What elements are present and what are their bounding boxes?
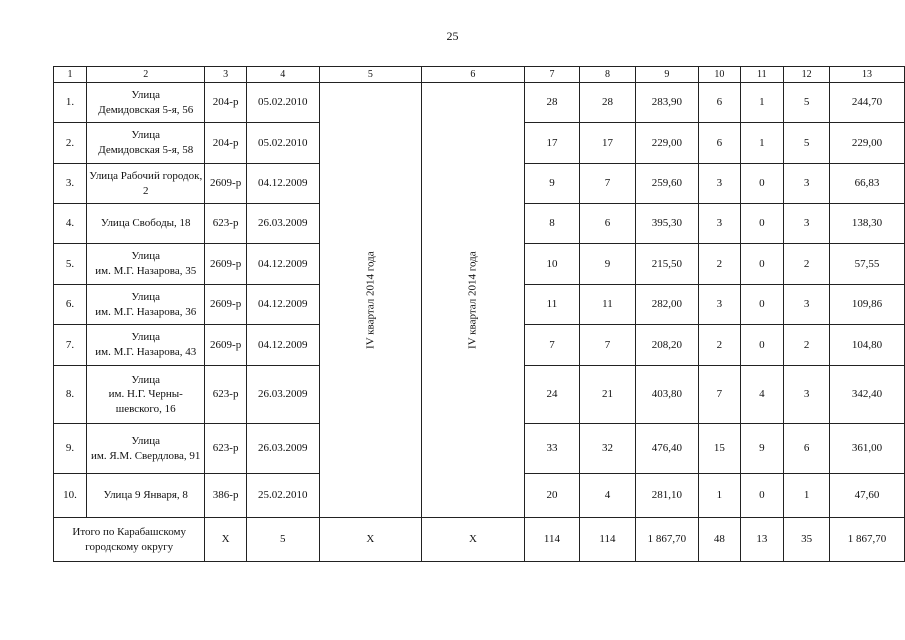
text-line: Улица	[131, 129, 161, 142]
value-cell: 24	[524, 366, 579, 424]
row-number: 2.	[54, 123, 87, 164]
text-line: 2	[142, 184, 149, 197]
document-date: 25.02.2010	[246, 474, 319, 518]
column-number: 1	[54, 67, 87, 83]
total-value: 1 867,70	[635, 518, 698, 562]
value-cell: 3	[784, 366, 830, 424]
text-line: Улица Рабочий городок,	[89, 169, 203, 182]
row-number: 3.	[54, 164, 87, 204]
total-value: 5	[246, 518, 319, 562]
document-date: 04.12.2009	[246, 244, 319, 285]
table-body	[54, 67, 905, 562]
total-value: 1 867,70	[830, 518, 905, 562]
value-cell: 104,80	[830, 325, 905, 366]
value-cell: 9	[524, 164, 579, 204]
row-number: 7.	[54, 325, 87, 366]
value-cell: 3	[699, 204, 741, 244]
value-cell: 229,00	[830, 123, 905, 164]
row-number: 9.	[54, 424, 87, 474]
document-number: 623-р	[205, 204, 247, 244]
value-cell: 21	[580, 366, 635, 424]
value-cell: 7	[699, 366, 741, 424]
value-cell: 138,30	[830, 204, 905, 244]
value-cell: 32	[580, 424, 635, 474]
value-cell: 2	[699, 325, 741, 366]
text-line: Демидовская 5-я, 58	[98, 144, 194, 156]
value-cell: 3	[784, 285, 830, 325]
value-cell: 5	[784, 83, 830, 123]
value-cell: 1	[784, 474, 830, 518]
text-line: Улица 9 Января, 8	[103, 489, 188, 502]
document-date: 04.12.2009	[246, 164, 319, 204]
text-line: им. Я.М. Свердлова, 91	[91, 449, 201, 462]
text-line: Улица	[131, 250, 161, 263]
column-number: 3	[205, 67, 247, 83]
value-cell: 2	[784, 244, 830, 285]
address-cell	[87, 474, 205, 518]
column-number: 4	[246, 67, 319, 83]
total-value: 114	[524, 518, 579, 562]
column-number-row	[54, 67, 905, 83]
period-cell	[319, 83, 422, 518]
value-cell: 6	[699, 123, 741, 164]
total-value: X	[422, 518, 525, 562]
total-value: X	[205, 518, 247, 562]
address-cell	[87, 83, 205, 123]
row-number: 4.	[54, 204, 87, 244]
value-cell: 1	[740, 83, 783, 123]
column-number: 2	[87, 67, 205, 83]
address-cell	[87, 244, 205, 285]
value-cell: 20	[524, 474, 579, 518]
total-value: 114	[580, 518, 635, 562]
value-cell: 283,90	[635, 83, 698, 123]
value-cell: 5	[784, 123, 830, 164]
value-cell: 7	[524, 325, 579, 366]
value-cell: 1	[699, 474, 741, 518]
value-cell: 1	[740, 123, 783, 164]
row-number: 5.	[54, 244, 87, 285]
value-cell: 28	[580, 83, 635, 123]
value-cell: 4	[580, 474, 635, 518]
value-cell: 361,00	[830, 424, 905, 474]
value-cell: 3	[699, 285, 741, 325]
value-cell: 2	[784, 325, 830, 366]
address-cell	[87, 325, 205, 366]
text-line: им. Н.Г. Черны-	[108, 388, 183, 401]
document-date: 26.03.2009	[246, 366, 319, 424]
text-line: городскому округу	[85, 540, 174, 553]
value-cell: 215,50	[635, 244, 698, 285]
value-cell: 11	[580, 285, 635, 325]
value-cell: 281,10	[635, 474, 698, 518]
document-number: 2609-р	[205, 244, 247, 285]
value-cell: 17	[524, 123, 579, 164]
value-cell: 6	[580, 204, 635, 244]
value-cell: 282,00	[635, 285, 698, 325]
address-cell	[87, 285, 205, 325]
document-date: 05.02.2010	[246, 123, 319, 164]
value-cell: 0	[740, 164, 783, 204]
value-cell: 244,70	[830, 83, 905, 123]
total-value: 48	[699, 518, 741, 562]
value-cell: 6	[699, 83, 741, 123]
value-cell: 3	[699, 164, 741, 204]
text-line: шевского, 16	[115, 402, 176, 415]
column-number: 10	[699, 67, 741, 83]
value-cell: 395,30	[635, 204, 698, 244]
text-line: Улица	[131, 373, 161, 386]
column-number: 11	[740, 67, 783, 83]
row-number: 1.	[54, 83, 87, 123]
period-label: IV квартал 2014 года	[466, 251, 479, 349]
value-cell: 4	[740, 366, 783, 424]
value-cell: 3	[784, 204, 830, 244]
address-cell	[87, 164, 205, 204]
row-number: 8.	[54, 366, 87, 424]
address-cell	[87, 123, 205, 164]
value-cell: 109,86	[830, 285, 905, 325]
address-cell	[87, 366, 205, 424]
value-cell: 10	[524, 244, 579, 285]
document-date: 04.12.2009	[246, 285, 319, 325]
value-cell: 2	[699, 244, 741, 285]
document-number: 623-р	[205, 366, 247, 424]
text-line: Улица	[131, 331, 161, 344]
document-date: 26.03.2009	[246, 424, 319, 474]
document-number: 204-р	[205, 123, 247, 164]
total-label	[54, 518, 205, 562]
value-cell: 57,55	[830, 244, 905, 285]
register-table	[53, 66, 905, 562]
address-cell	[87, 204, 205, 244]
value-cell: 0	[740, 204, 783, 244]
column-number: 5	[319, 67, 422, 83]
column-number: 7	[524, 67, 579, 83]
total-value: 35	[784, 518, 830, 562]
table-row	[54, 83, 905, 123]
text-line: им. М.Г. Назарова, 35	[95, 265, 197, 277]
document-date: 04.12.2009	[246, 325, 319, 366]
value-cell: 66,83	[830, 164, 905, 204]
document-date: 26.03.2009	[246, 204, 319, 244]
value-cell: 8	[524, 204, 579, 244]
text-line: Улица	[131, 434, 161, 447]
value-cell: 28	[524, 83, 579, 123]
value-cell: 0	[740, 474, 783, 518]
value-cell: 7	[580, 164, 635, 204]
document-number: 623-р	[205, 424, 247, 474]
row-number: 10.	[54, 474, 87, 518]
total-value: X	[319, 518, 422, 562]
text-line: Итого по Карабашскому	[72, 526, 186, 539]
page-number: 25	[446, 29, 459, 43]
text-line: Улица	[131, 290, 161, 303]
total-value: 13	[740, 518, 783, 562]
value-cell: 3	[784, 164, 830, 204]
value-cell: 0	[740, 285, 783, 325]
document-number: 204-р	[205, 83, 247, 123]
value-cell: 47,60	[830, 474, 905, 518]
text-line: им. М.Г. Назарова, 43	[95, 346, 197, 358]
text-line: Улица Свободы, 18	[100, 217, 191, 230]
value-cell: 229,00	[635, 123, 698, 164]
value-cell: 15	[699, 424, 741, 474]
value-cell: 342,40	[830, 366, 905, 424]
value-cell: 208,20	[635, 325, 698, 366]
document-number: 2609-р	[205, 325, 247, 366]
value-cell: 9	[580, 244, 635, 285]
value-cell: 476,40	[635, 424, 698, 474]
text-line: Демидовская 5-я, 56	[98, 103, 194, 116]
value-cell: 259,60	[635, 164, 698, 204]
document-number: 2609-р	[205, 285, 247, 325]
value-cell: 11	[524, 285, 579, 325]
value-cell: 0	[740, 325, 783, 366]
value-cell: 6	[784, 424, 830, 474]
document-number: 2609-р	[205, 164, 247, 204]
text-line: Улица	[131, 88, 161, 101]
document-number: 386-р	[205, 474, 247, 518]
value-cell: 7	[580, 325, 635, 366]
column-number: 13	[830, 67, 905, 83]
value-cell: 0	[740, 244, 783, 285]
column-number: 12	[784, 67, 830, 83]
column-number: 6	[422, 67, 525, 83]
address-cell	[87, 424, 205, 474]
text-line: им. М.Г. Назарова, 36	[95, 305, 197, 318]
value-cell: 9	[740, 424, 783, 474]
period-label: IV квартал 2014 года	[364, 251, 377, 349]
column-number: 9	[635, 67, 698, 83]
value-cell: 33	[524, 424, 579, 474]
row-number: 6.	[54, 285, 87, 325]
value-cell: 17	[580, 123, 635, 164]
column-number: 8	[580, 67, 635, 83]
period-cell	[422, 83, 525, 518]
value-cell: 403,80	[635, 366, 698, 424]
total-row	[54, 518, 905, 562]
document-date: 05.02.2010	[246, 83, 319, 123]
